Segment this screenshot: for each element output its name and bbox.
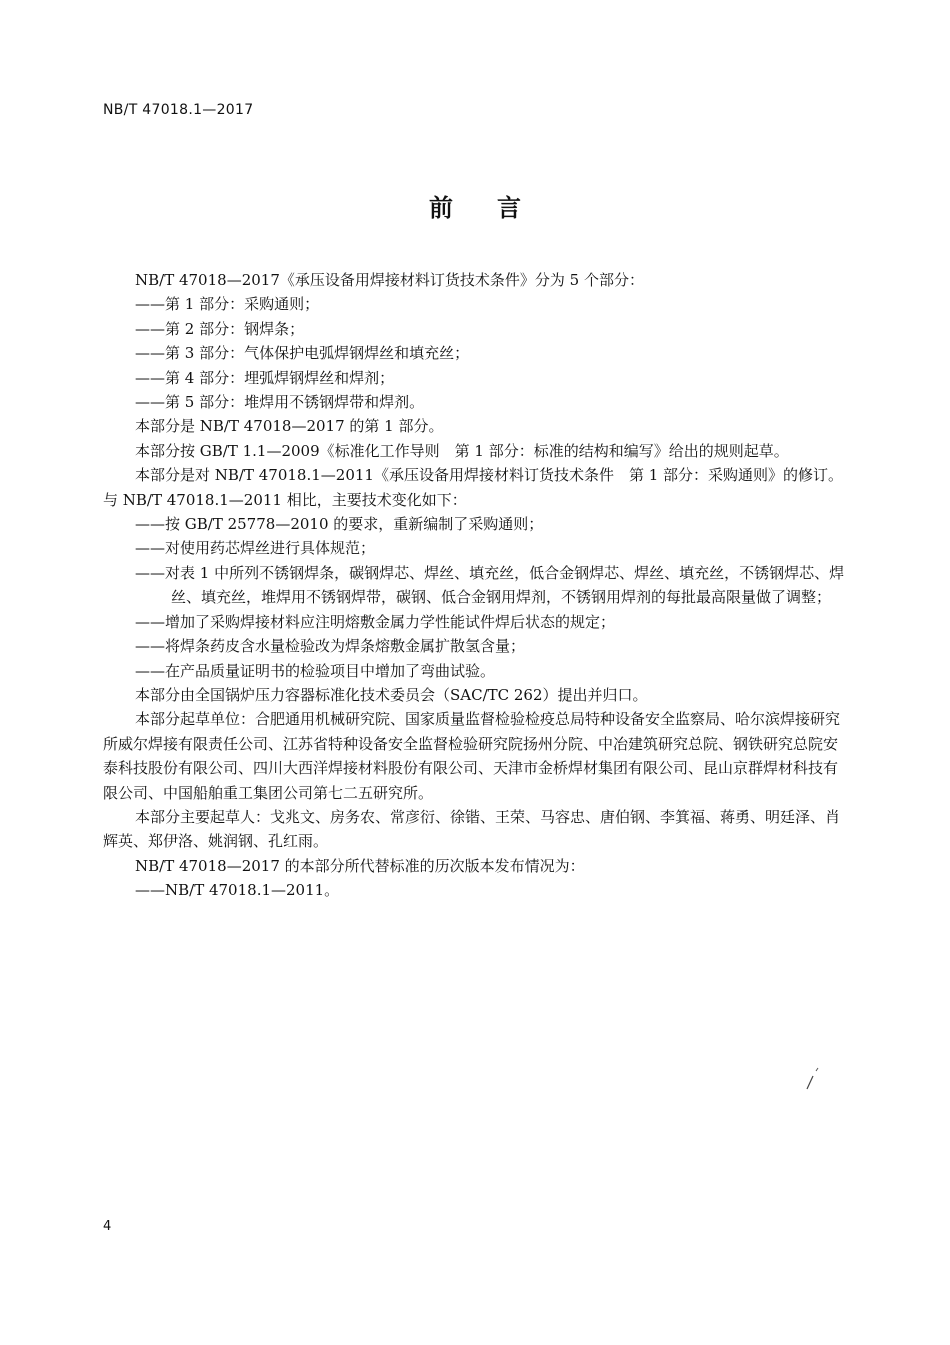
- paragraph: ——第 3 部分：气体保护电弧焊钢焊丝和填充丝；: [135, 344, 470, 363]
- page-title: 前言: [429, 194, 565, 222]
- pencil-mark: [804, 1066, 826, 1092]
- paragraph: 本部分是 NB/T 47018—2017 的第 1 部分。: [135, 417, 444, 436]
- paragraph: 本部分由全国锅炉压力容器标准化技术委员会（SAC/TC 262）提出并归口。: [135, 685, 648, 704]
- paragraph: 本部分起草单位：合肥通用机械研究院、国家质量监督检验检疫总局特种设备安全监察局、哈尔滨焊接研究所威尔焊接有限责任公司、江苏省特种设备安全监督检验研究院扬州分院、中冶建筑研究总院、钢铁研究总院安泰科技股份有限公司、四川大西洋焊接材料股份有限公司、天津市金桥焊材集团有限公司、昆山京群焊材科技有限公司、中国船舶重工集团公司第七二五研究所。: [103, 710, 841, 802]
- foreword-body: [103, 268, 852, 903]
- paragraph: NB/T 47018—2017《承压设备用焊接材料订货技术条件》分为 5 个部分：: [135, 271, 644, 289]
- paragraph: ——对表 1 中所列不锈钢焊条，碳钢焊芯、焊丝、填充丝，低合金钢焊芯、焊丝、填充丝，不锈钢焊芯、焊丝、填充丝，堆焊用不锈钢焊带，碳钢、低合金钢用焊剂，不锈钢用焊剂的每批最高限量做了调整；: [135, 563, 845, 607]
- paragraph: ——第 5 部分：堆焊用不锈钢焊带和焊剂。: [135, 393, 425, 412]
- paragraph: ——按 GB/T 25778—2010 的要求，重新编制了采购通则；: [135, 515, 544, 534]
- paragraph: ——将焊条药皮含水量检验改为焊条熔敷金属扩散氢含量；: [135, 637, 526, 656]
- page-number: 4: [103, 1219, 112, 1234]
- paragraph: 本部分按 GB/T 1.1—2009《标准化工作导则 第 1 部分：标准的结构和编写》给出的规则起草。: [135, 441, 789, 460]
- paragraph: ——对使用药芯焊丝进行具体规范；: [135, 539, 376, 558]
- paragraph: ——在产品质量证明书的检验项目中增加了弯曲试验。: [135, 661, 496, 680]
- paragraph: ——第 4 部分：埋弧焊钢焊丝和焊剂；: [135, 368, 395, 387]
- paragraph: 本部分主要起草人：戈兆文、房务农、常彦衍、徐锴、王荣、马容忠、唐伯钢、李箕福、蒋勇、明廷泽、肖辉英、郑伊洛、姚润钢、孔红雨。: [103, 807, 841, 851]
- paragraph: ——第 1 部分：采购通则；: [135, 295, 320, 314]
- paragraph: ——增加了采购焊接材料应注明熔敷金属力学性能试件焊后状态的规定；: [135, 612, 616, 631]
- standard-code-header: NB/T 47018.1—2017: [103, 102, 254, 118]
- paragraph: ——第 2 部分：钢焊条；: [135, 319, 305, 338]
- paragraph: ——NB/T 47018.1—2011。: [135, 881, 340, 900]
- paragraph: NB/T 47018—2017 的本部分所代替标准的历次版本发布情况为：: [135, 856, 585, 875]
- paragraph: 本部分是对 NB/T 47018.1—2011《承压设备用焊接材料订货技术条件 第 1 部分：采购通则》的修订。与 NB/T 47018.1—2011 相比，主要技术变化如下：: [103, 466, 844, 509]
